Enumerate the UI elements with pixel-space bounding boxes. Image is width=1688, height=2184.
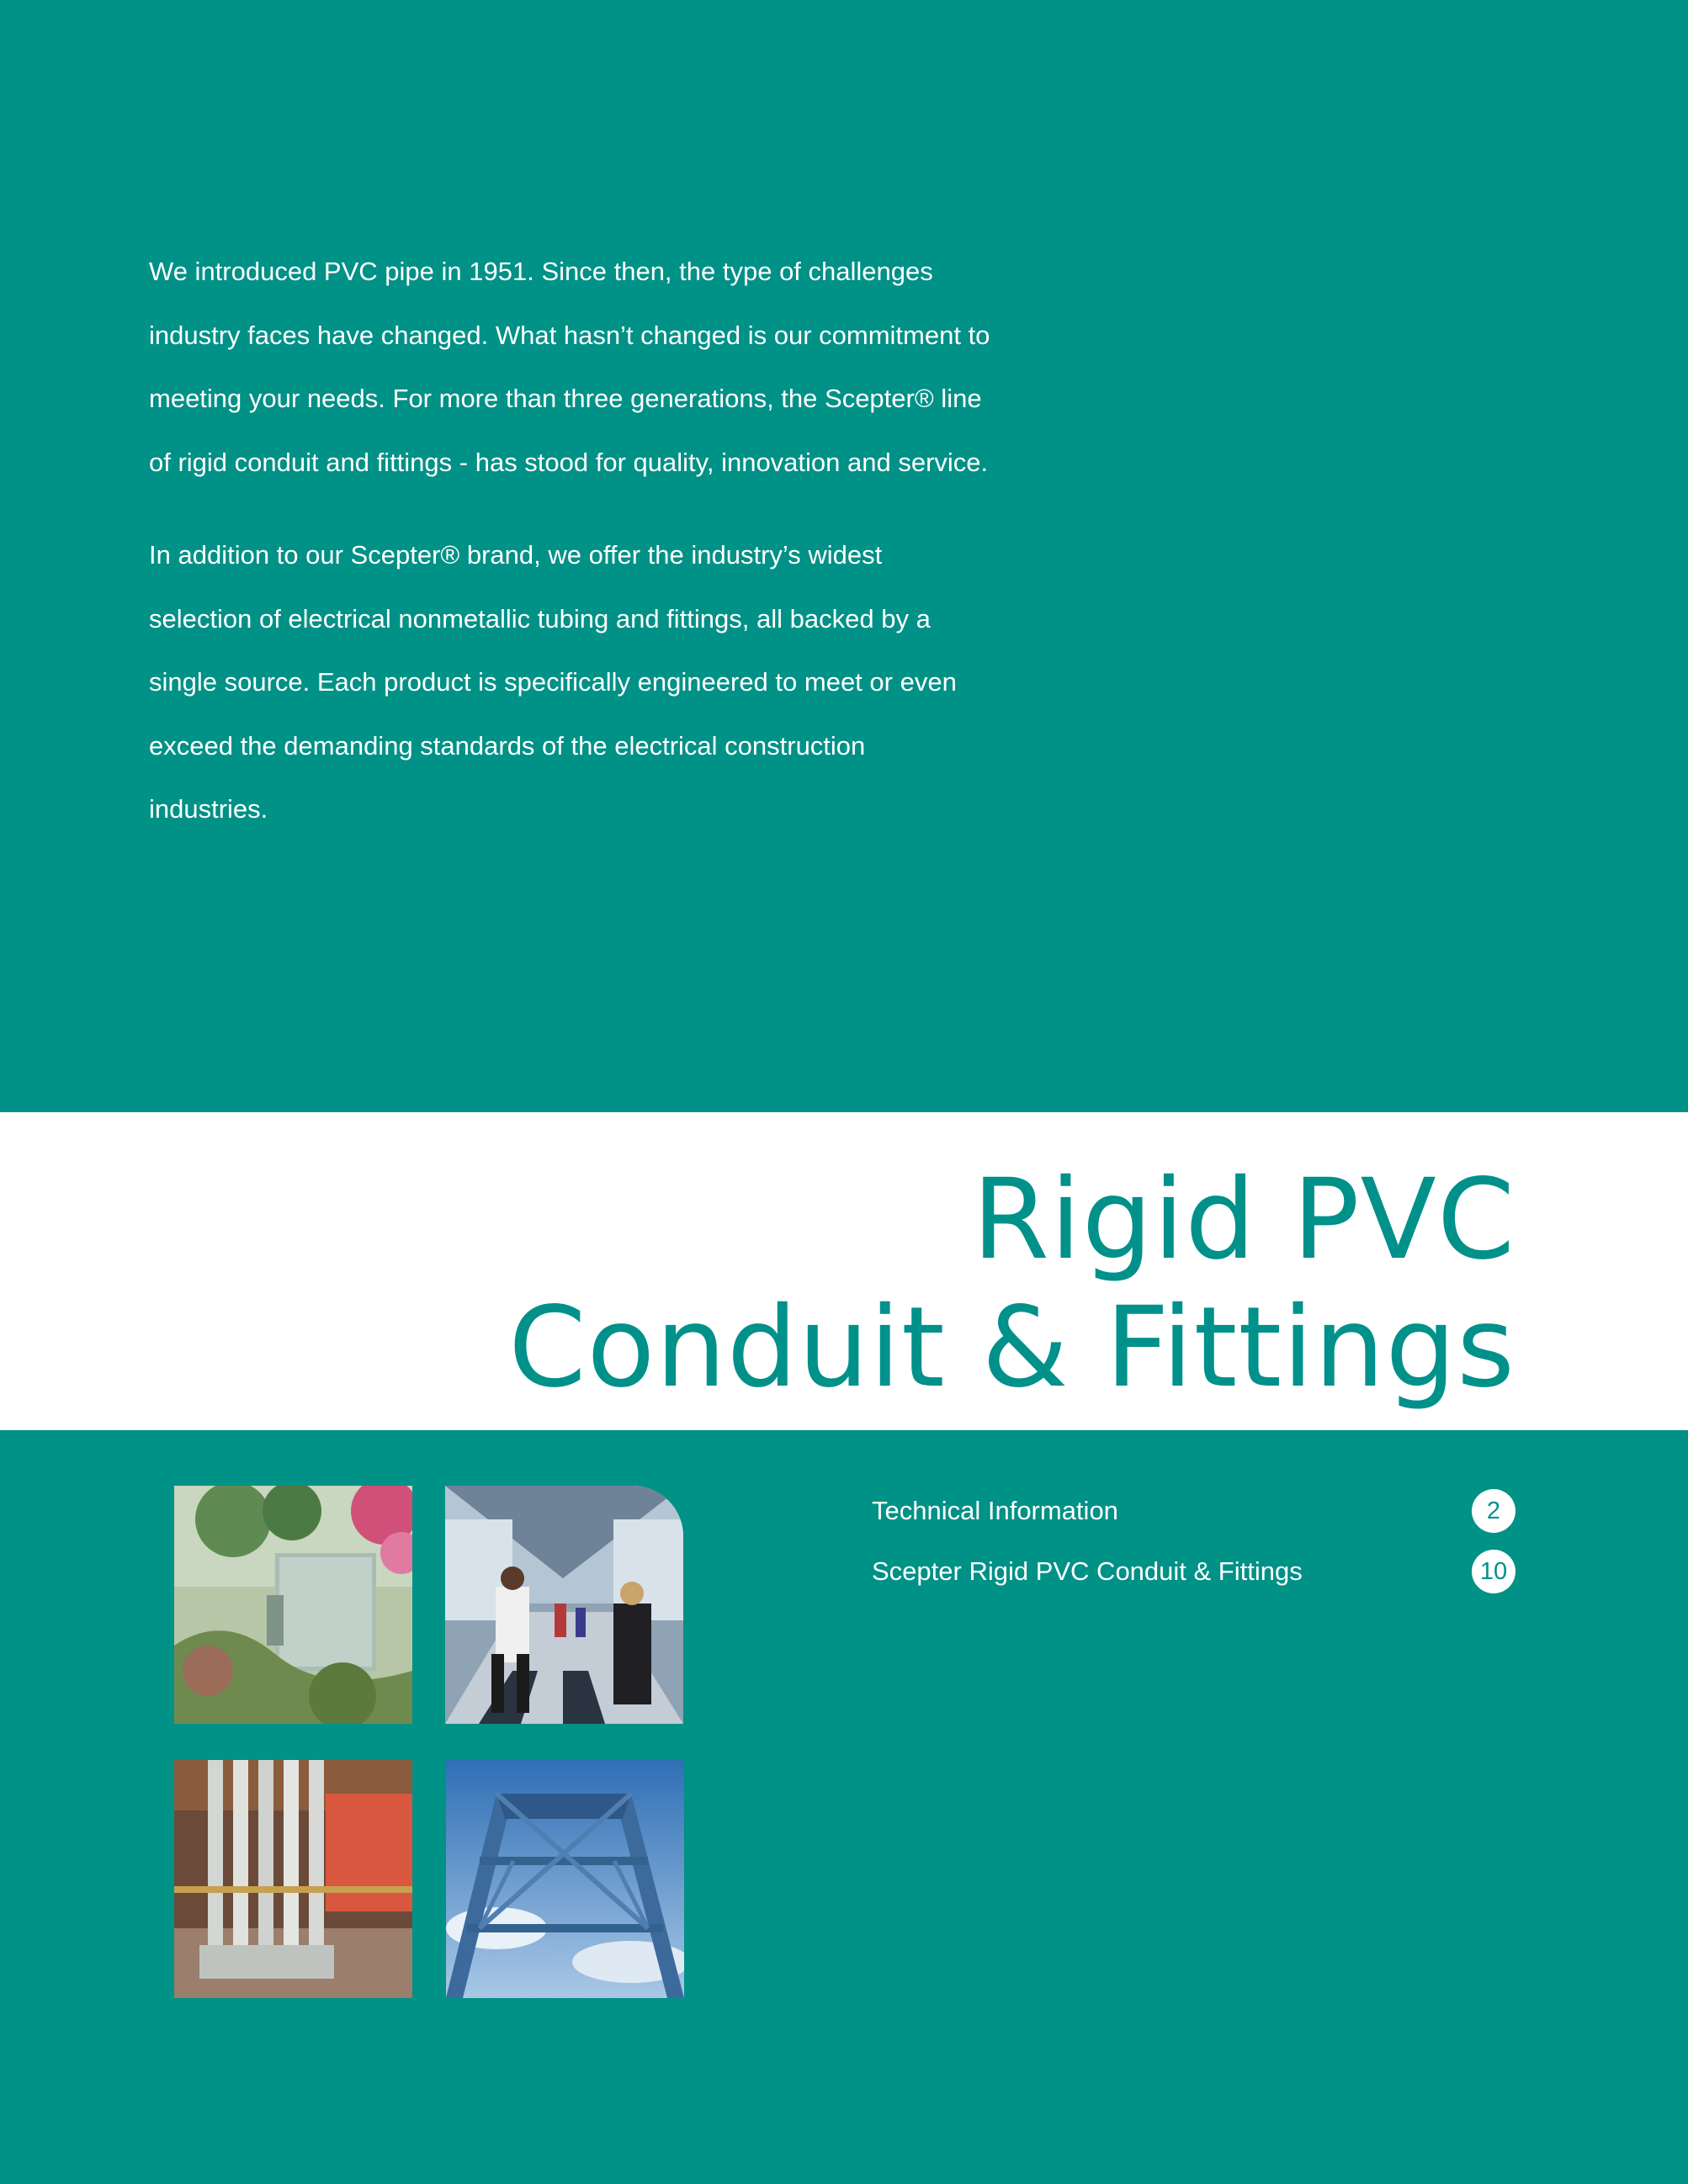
photo-bridge-sky: [446, 1760, 684, 1998]
photo-terminal-walkway: [445, 1486, 683, 1724]
intro-paragraph-2: In addition to our Scepter® brand, we offer the industry’s widest selection of electrical nonmetallic tubing and fittings, all backed by a single source. Each product is specifically engineered to meet or even exceed the demanding standards of the electrical construction industries.: [149, 540, 957, 824]
intro-text: [149, 240, 990, 841]
photo-conduit-pipes: [174, 1760, 412, 1998]
page-title-line-2: Conduit & Fittings: [508, 1283, 1515, 1413]
toc-page-badge: 2: [1472, 1489, 1515, 1533]
intro-paragraph-1: We introduced PVC pipe in 1951. Since then, the type of challenges industry faces have changed. What hasn’t changed is our commitment to meeting your needs. For more than three generations, the Scepter® line of rigid conduit and fittings - has stood for quality, innovation and service.: [149, 257, 990, 477]
photo-garden-electrical-box: [174, 1486, 412, 1724]
toc-item-scepter-rigid-pvc[interactable]: [872, 1541, 1515, 1602]
toc-item-label: Technical Information: [872, 1496, 1118, 1525]
toc-page-badge: 10: [1472, 1550, 1515, 1593]
table-of-contents: [872, 1481, 1515, 1602]
page-title-line-1: Rigid PVC: [972, 1155, 1515, 1285]
toc-item-label: Scepter Rigid PVC Conduit & Fittings: [872, 1556, 1303, 1586]
toc-item-technical-information[interactable]: [872, 1481, 1515, 1541]
